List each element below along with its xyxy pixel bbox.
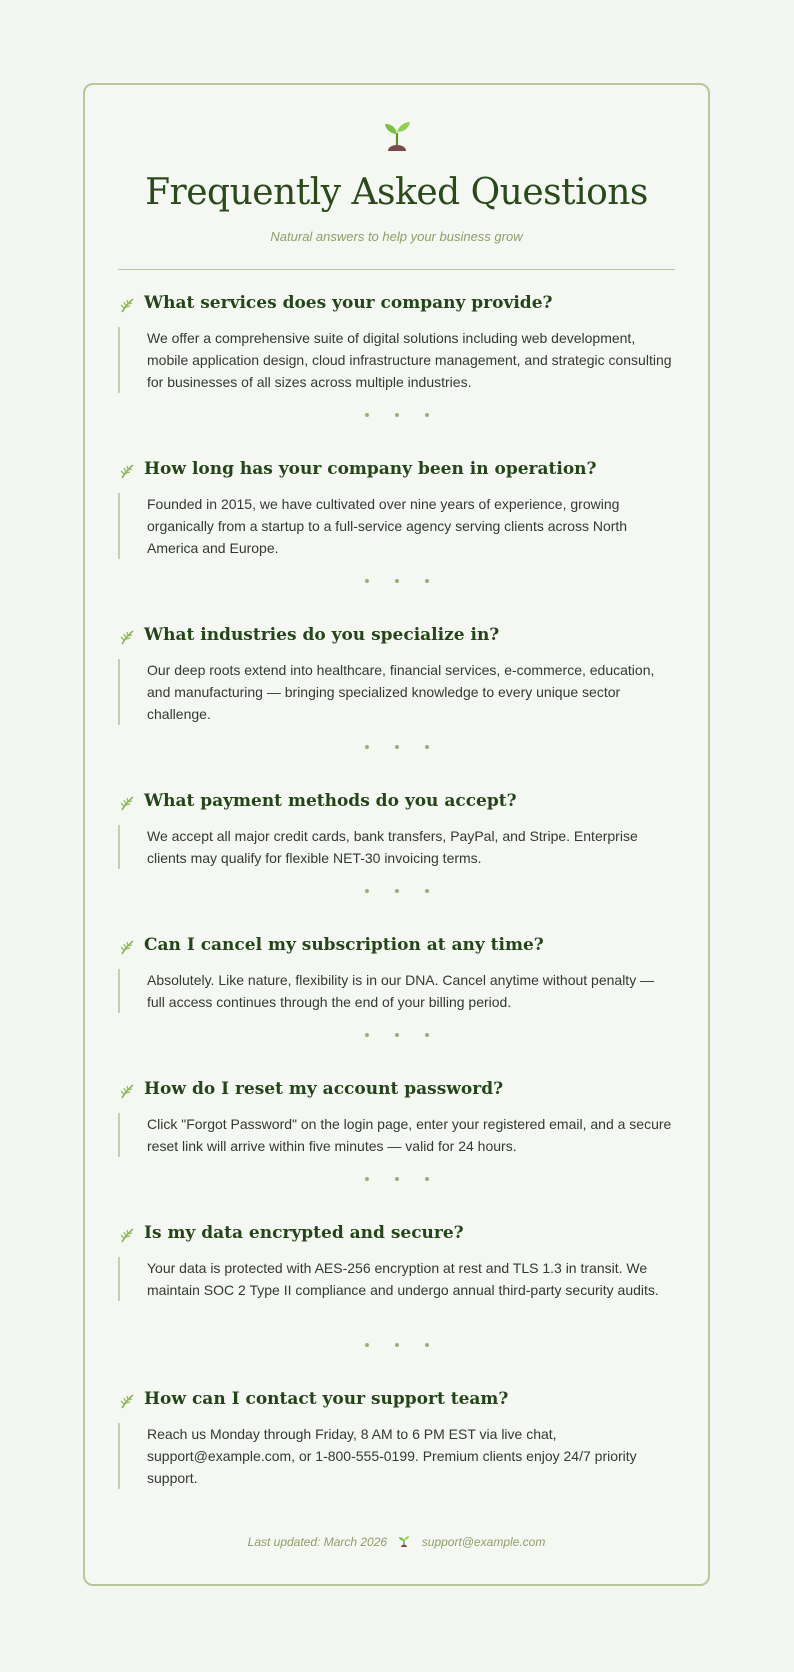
faq-question: What payment methods do you accept?: [118, 788, 678, 814]
faq-answer: Our deep roots extend into healthcare, financial services, e-commerce, education, and manufacturing — bringing specialized knowledge to every unique sector challenge.: [118, 659, 678, 725]
faq-question: What services does your company provide?: [118, 290, 678, 316]
faq-item: [118, 932, 678, 1013]
leaf-icon: [119, 1391, 135, 1407]
page-title: Frequently Asked Questions: [145, 172, 648, 213]
faq-item: [118, 788, 678, 869]
leaf-icon: [119, 461, 135, 477]
leaf-icon: [119, 295, 135, 311]
separator-dots: [85, 889, 708, 895]
faq-question: Is my data encrypted and secure?: [118, 1220, 678, 1246]
faq-item: [118, 1220, 678, 1301]
faq-question: How do I reset my account password?: [118, 1076, 678, 1102]
leaf-icon: [119, 1081, 135, 1097]
faq-question: Can I cancel my subscription at any time?: [118, 932, 678, 958]
leaf-icon: [119, 627, 135, 643]
faq-question: How long has your company been in operation?: [118, 456, 678, 482]
faq-item: [118, 1076, 678, 1157]
leaf-icon: [119, 793, 135, 809]
last-updated: Last updated: March 2026: [247, 1535, 388, 1549]
faq-question: What industries do you specialize in?: [118, 622, 678, 648]
seedling-icon: [398, 1535, 410, 1550]
support-email-link[interactable]: support@example.com: [421, 1535, 546, 1549]
seedling-icon: [85, 119, 708, 151]
page-subtitle: Natural answers to help your business grow: [270, 229, 523, 244]
faq-answer: Absolutely. Like nature, flexibility is in our DNA. Cancel anytime without penalty — full access continues through the end of your billing period.: [118, 969, 678, 1013]
page-footer: [85, 1535, 708, 1550]
separator-dots: [85, 1177, 708, 1183]
faq-question: How can I contact your support team?: [118, 1386, 678, 1412]
header-divider: [118, 269, 675, 270]
faq-item: [118, 622, 678, 725]
separator-dots: [85, 1033, 708, 1039]
faq-item: [118, 1386, 678, 1489]
faq-item: [118, 456, 678, 559]
separator-dots: [85, 413, 708, 419]
leaf-icon: [119, 1225, 135, 1241]
faq-answer: Founded in 2015, we have cultivated over nine years of experience, growing organically from a startup to a full-service agency serving clients across North America and Europe.: [118, 493, 678, 559]
faq-answer: We offer a comprehensive suite of digital solutions including web development, mobile application design, cloud infrastructure management, and strategic consulting for businesses of all sizes across multiple industries.: [118, 327, 678, 393]
separator-dots: [85, 745, 708, 751]
faq-answer: Click "Forgot Password" on the login page, enter your registered email, and a secure reset link will arrive within five minutes — valid for 24 hours.: [118, 1113, 678, 1157]
faq-answer: We accept all major credit cards, bank transfers, PayPal, and Stripe. Enterprise clients may qualify for flexible NET-30 invoicing terms.: [118, 825, 678, 869]
separator-dots: [85, 1343, 708, 1349]
faq-answer: Reach us Monday through Friday, 8 AM to 6 PM EST via live chat, support@example.com, or 1-800-555-0199. Premium clients enjoy 24/7 priority support.: [118, 1423, 678, 1489]
leaf-icon: [119, 937, 135, 953]
faq-answer: Your data is protected with AES-256 encryption at rest and TLS 1.3 in transit. We maintain SOC 2 Type II compliance and undergo annual third-party security audits.: [118, 1257, 678, 1301]
faq-item: [118, 290, 678, 393]
separator-dots: [85, 579, 708, 585]
faq-card: [83, 83, 710, 1586]
